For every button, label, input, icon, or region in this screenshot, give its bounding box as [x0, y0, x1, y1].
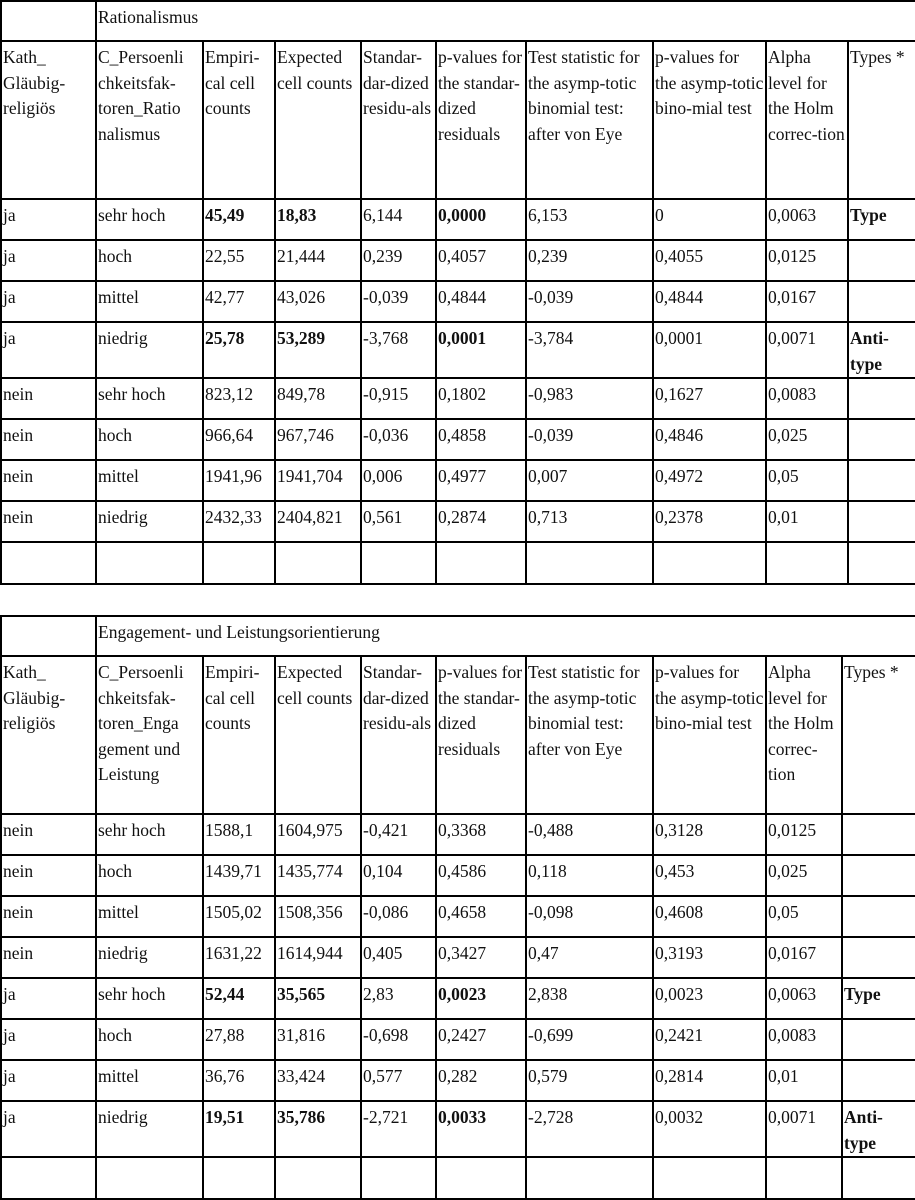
p-std-residual-cell: 0,3368	[436, 814, 526, 855]
test-statistic-cell: -2,728	[526, 1101, 653, 1157]
empty-cell	[1, 1157, 96, 1199]
empirical-count-cell: 1588,1	[203, 814, 275, 855]
type-cell	[848, 378, 915, 419]
p-std-residual-cell: 0,2427	[436, 1019, 526, 1060]
header-types: Types *	[848, 41, 915, 199]
p-std-residual-cell: 0,4586	[436, 855, 526, 896]
header-empirical: Empiri-cal cell counts	[203, 656, 275, 814]
expected-count-cell: 1941,704	[275, 460, 361, 501]
type-cell	[842, 937, 915, 978]
type-cell	[848, 501, 915, 542]
header-p-std: p-values for the standar-dized residuals	[436, 656, 526, 814]
empty-cell	[653, 542, 766, 584]
kath-cell: nein	[1, 896, 96, 937]
expected-count-cell: 21,444	[275, 240, 361, 281]
test-statistic-cell: 0,47	[526, 937, 653, 978]
column-header-row	[1, 656, 915, 814]
p-binomial-cell: 0,2421	[653, 1019, 766, 1060]
header-p-std: p-values for the standar-dized residuals	[436, 41, 526, 199]
type-cell: Type	[842, 978, 915, 1019]
test-statistic-cell: -0,039	[526, 419, 653, 460]
level-cell: hoch	[96, 855, 203, 896]
test-statistic-cell: -0,699	[526, 1019, 653, 1060]
alpha-level-cell: 0,05	[766, 896, 842, 937]
table-row	[1, 199, 915, 240]
empirical-count-cell: 1631,22	[203, 937, 275, 978]
kath-cell: nein	[1, 501, 96, 542]
header-p-binomial: p-values for the asymp-totic bino-mial test	[653, 656, 766, 814]
alpha-level-cell: 0,0083	[766, 1019, 842, 1060]
table-row	[1, 937, 915, 978]
test-statistic-cell: 0,579	[526, 1060, 653, 1101]
std-residual-cell: 0,104	[361, 855, 436, 896]
empty-cell	[526, 542, 653, 584]
alpha-level-cell: 0,0071	[766, 1101, 842, 1157]
kath-cell: nein	[1, 419, 96, 460]
empirical-count-cell: 966,64	[203, 419, 275, 460]
empty-cell	[766, 542, 848, 584]
expected-count-cell: 53,289	[275, 322, 361, 378]
level-cell: niedrig	[96, 1101, 203, 1157]
header-factor: C_Persoenli chkeitsfak-toren_Enga gement und Leistung	[96, 656, 203, 814]
table-row	[1, 1019, 915, 1060]
p-binomial-cell: 0,2814	[653, 1060, 766, 1101]
p-binomial-cell: 0,3128	[653, 814, 766, 855]
type-cell: Type	[848, 199, 915, 240]
table-row	[1, 240, 915, 281]
p-binomial-cell: 0,1627	[653, 378, 766, 419]
empty-cell	[203, 1157, 275, 1199]
kath-cell: ja	[1, 1101, 96, 1157]
std-residual-cell: 0,006	[361, 460, 436, 501]
table-title: Rationalismus	[96, 1, 915, 41]
header-kath: Kath_ Gläubig-religiös	[1, 656, 96, 814]
table-row	[1, 322, 915, 378]
type-cell	[842, 1060, 915, 1101]
empirical-count-cell: 45,49	[203, 199, 275, 240]
std-residual-cell: -0,915	[361, 378, 436, 419]
p-binomial-cell: 0,4055	[653, 240, 766, 281]
table-row	[1, 978, 915, 1019]
alpha-level-cell: 0,025	[766, 855, 842, 896]
table-row	[1, 460, 915, 501]
empty-cell	[842, 1157, 915, 1199]
kath-cell: ja	[1, 240, 96, 281]
std-residual-cell: -0,036	[361, 419, 436, 460]
p-binomial-cell: 0,4972	[653, 460, 766, 501]
empirical-count-cell: 52,44	[203, 978, 275, 1019]
level-cell: niedrig	[96, 322, 203, 378]
empirical-count-cell: 1439,71	[203, 855, 275, 896]
p-binomial-cell: 0,4844	[653, 281, 766, 322]
std-residual-cell: -0,039	[361, 281, 436, 322]
table-row	[1, 419, 915, 460]
alpha-level-cell: 0,0167	[766, 281, 848, 322]
kath-cell: ja	[1, 281, 96, 322]
empty-cell	[766, 1157, 842, 1199]
p-std-residual-cell: 0,4858	[436, 419, 526, 460]
kath-cell: nein	[1, 814, 96, 855]
type-cell	[842, 1019, 915, 1060]
std-residual-cell: 6,144	[361, 199, 436, 240]
p-std-residual-cell: 0,0001	[436, 322, 526, 378]
header-alpha: Alpha level for the Holm correc-tion	[766, 41, 848, 199]
table-row	[1, 814, 915, 855]
title-corner-cell	[1, 616, 96, 656]
cfa-table-engagement	[0, 615, 915, 1200]
header-types: Types *	[842, 656, 915, 814]
empty-cell	[275, 1157, 361, 1199]
std-residual-cell: -2,721	[361, 1101, 436, 1157]
alpha-level-cell: 0,01	[766, 1060, 842, 1101]
test-statistic-cell: -0,039	[526, 281, 653, 322]
expected-count-cell: 1614,944	[275, 937, 361, 978]
expected-count-cell: 849,78	[275, 378, 361, 419]
table-title-row	[1, 616, 915, 656]
empirical-count-cell: 1941,96	[203, 460, 275, 501]
test-statistic-cell: -0,098	[526, 896, 653, 937]
level-cell: niedrig	[96, 937, 203, 978]
level-cell: sehr hoch	[96, 978, 203, 1019]
std-residual-cell: -0,421	[361, 814, 436, 855]
expected-count-cell: 33,424	[275, 1060, 361, 1101]
empirical-count-cell: 27,88	[203, 1019, 275, 1060]
expected-count-cell: 35,786	[275, 1101, 361, 1157]
p-binomial-cell: 0,0023	[653, 978, 766, 1019]
empty-cell	[1, 542, 96, 584]
empirical-count-cell: 2432,33	[203, 501, 275, 542]
column-header-row	[1, 41, 915, 199]
type-cell: Anti-type	[848, 322, 915, 378]
empirical-count-cell: 42,77	[203, 281, 275, 322]
p-std-residual-cell: 0,2874	[436, 501, 526, 542]
empty-cell	[361, 1157, 436, 1199]
p-std-residual-cell: 0,4057	[436, 240, 526, 281]
p-binomial-cell: 0,0001	[653, 322, 766, 378]
header-test-statistic: Test statistic for the asymp-totic binomial test: after von Eye	[526, 656, 653, 814]
alpha-level-cell: 0,0071	[766, 322, 848, 378]
kath-cell: ja	[1, 1060, 96, 1101]
empirical-count-cell: 22,55	[203, 240, 275, 281]
p-std-residual-cell: 0,4844	[436, 281, 526, 322]
test-statistic-cell: -0,983	[526, 378, 653, 419]
std-residual-cell: 0,577	[361, 1060, 436, 1101]
header-std-residual: Standar-dar-dized residu-als	[361, 41, 436, 199]
level-cell: sehr hoch	[96, 199, 203, 240]
empirical-count-cell: 36,76	[203, 1060, 275, 1101]
p-std-residual-cell: 0,3427	[436, 937, 526, 978]
empirical-count-cell: 823,12	[203, 378, 275, 419]
alpha-level-cell: 0,0063	[766, 199, 848, 240]
header-empirical: Empiri-cal cell counts	[203, 41, 275, 199]
level-cell: sehr hoch	[96, 814, 203, 855]
level-cell: hoch	[96, 1019, 203, 1060]
table-row	[1, 1060, 915, 1101]
empty-cell	[436, 542, 526, 584]
type-cell	[848, 419, 915, 460]
test-statistic-cell: -0,488	[526, 814, 653, 855]
kath-cell: nein	[1, 855, 96, 896]
cfa-table-rationalismus	[0, 0, 915, 585]
header-p-binomial: p-values for the asymp-totic bino-mial test	[653, 41, 766, 199]
header-test-statistic: Test statistic for the asymp-totic binomial test: after von Eye	[526, 41, 653, 199]
title-corner-cell	[1, 1, 96, 41]
level-cell: sehr hoch	[96, 378, 203, 419]
kath-cell: nein	[1, 460, 96, 501]
type-cell	[842, 896, 915, 937]
empty-cell	[653, 1157, 766, 1199]
kath-cell: ja	[1, 199, 96, 240]
p-binomial-cell: 0	[653, 199, 766, 240]
alpha-level-cell: 0,0125	[766, 240, 848, 281]
std-residual-cell: -0,086	[361, 896, 436, 937]
test-statistic-cell: 0,118	[526, 855, 653, 896]
empirical-count-cell: 25,78	[203, 322, 275, 378]
p-binomial-cell: 0,0032	[653, 1101, 766, 1157]
kath-cell: nein	[1, 378, 96, 419]
std-residual-cell: 2,83	[361, 978, 436, 1019]
expected-count-cell: 2404,821	[275, 501, 361, 542]
table-title-row	[1, 1, 915, 41]
kath-cell: ja	[1, 322, 96, 378]
type-cell	[842, 814, 915, 855]
type-cell	[842, 855, 915, 896]
alpha-level-cell: 0,025	[766, 419, 848, 460]
test-statistic-cell: 2,838	[526, 978, 653, 1019]
expected-count-cell: 967,746	[275, 419, 361, 460]
empty-cell	[436, 1157, 526, 1199]
level-cell: niedrig	[96, 501, 203, 542]
empty-cell	[361, 542, 436, 584]
std-residual-cell: 0,405	[361, 937, 436, 978]
empty-cell	[526, 1157, 653, 1199]
header-std-residual: Standar-dar-dized residu-als	[361, 656, 436, 814]
empty-cell	[96, 1157, 203, 1199]
std-residual-cell: -3,768	[361, 322, 436, 378]
empty-cell	[96, 542, 203, 584]
p-std-residual-cell: 0,0023	[436, 978, 526, 1019]
p-std-residual-cell: 0,0033	[436, 1101, 526, 1157]
empty-cell	[848, 542, 915, 584]
empirical-count-cell: 19,51	[203, 1101, 275, 1157]
test-statistic-cell: 6,153	[526, 199, 653, 240]
empty-cell	[275, 542, 361, 584]
level-cell: hoch	[96, 240, 203, 281]
empty-cell	[203, 542, 275, 584]
empirical-count-cell: 1505,02	[203, 896, 275, 937]
p-binomial-cell: 0,4608	[653, 896, 766, 937]
expected-count-cell: 1604,975	[275, 814, 361, 855]
header-factor: C_Persoenli chkeitsfak-toren_Ratio nalismus	[96, 41, 203, 199]
p-std-residual-cell: 0,282	[436, 1060, 526, 1101]
type-cell	[848, 281, 915, 322]
expected-count-cell: 1435,774	[275, 855, 361, 896]
expected-count-cell: 43,026	[275, 281, 361, 322]
table-row	[1, 855, 915, 896]
kath-cell: ja	[1, 978, 96, 1019]
std-residual-cell: 0,239	[361, 240, 436, 281]
empty-row	[1, 1157, 915, 1199]
alpha-level-cell: 0,0125	[766, 814, 842, 855]
header-alpha: Alpha level for the Holm correc-tion	[766, 656, 842, 814]
header-expected: Expected cell counts	[275, 656, 361, 814]
header-kath: Kath_ Gläubig-religiös	[1, 41, 96, 199]
alpha-level-cell: 0,05	[766, 460, 848, 501]
header-expected: Expected cell counts	[275, 41, 361, 199]
alpha-level-cell: 0,01	[766, 501, 848, 542]
p-binomial-cell: 0,3193	[653, 937, 766, 978]
expected-count-cell: 1508,356	[275, 896, 361, 937]
type-cell	[848, 460, 915, 501]
p-std-residual-cell: 0,4658	[436, 896, 526, 937]
alpha-level-cell: 0,0167	[766, 937, 842, 978]
table-row	[1, 378, 915, 419]
table-row	[1, 1101, 915, 1157]
alpha-level-cell: 0,0083	[766, 378, 848, 419]
kath-cell: nein	[1, 937, 96, 978]
std-residual-cell: -0,698	[361, 1019, 436, 1060]
alpha-level-cell: 0,0063	[766, 978, 842, 1019]
table-row	[1, 501, 915, 542]
test-statistic-cell: 0,239	[526, 240, 653, 281]
empty-row	[1, 542, 915, 584]
p-binomial-cell: 0,4846	[653, 419, 766, 460]
expected-count-cell: 31,816	[275, 1019, 361, 1060]
p-std-residual-cell: 0,0000	[436, 199, 526, 240]
p-binomial-cell: 0,453	[653, 855, 766, 896]
level-cell: mittel	[96, 1060, 203, 1101]
p-std-residual-cell: 0,4977	[436, 460, 526, 501]
test-statistic-cell: 0,007	[526, 460, 653, 501]
expected-count-cell: 18,83	[275, 199, 361, 240]
type-cell: Anti-type	[842, 1101, 915, 1157]
level-cell: mittel	[96, 281, 203, 322]
level-cell: hoch	[96, 419, 203, 460]
type-cell	[848, 240, 915, 281]
std-residual-cell: 0,561	[361, 501, 436, 542]
kath-cell: ja	[1, 1019, 96, 1060]
level-cell: mittel	[96, 460, 203, 501]
table-title: Engagement- und Leistungsorientierung	[96, 616, 915, 656]
table-row	[1, 281, 915, 322]
table-row	[1, 896, 915, 937]
expected-count-cell: 35,565	[275, 978, 361, 1019]
test-statistic-cell: -3,784	[526, 322, 653, 378]
p-std-residual-cell: 0,1802	[436, 378, 526, 419]
test-statistic-cell: 0,713	[526, 501, 653, 542]
p-binomial-cell: 0,2378	[653, 501, 766, 542]
level-cell: mittel	[96, 896, 203, 937]
